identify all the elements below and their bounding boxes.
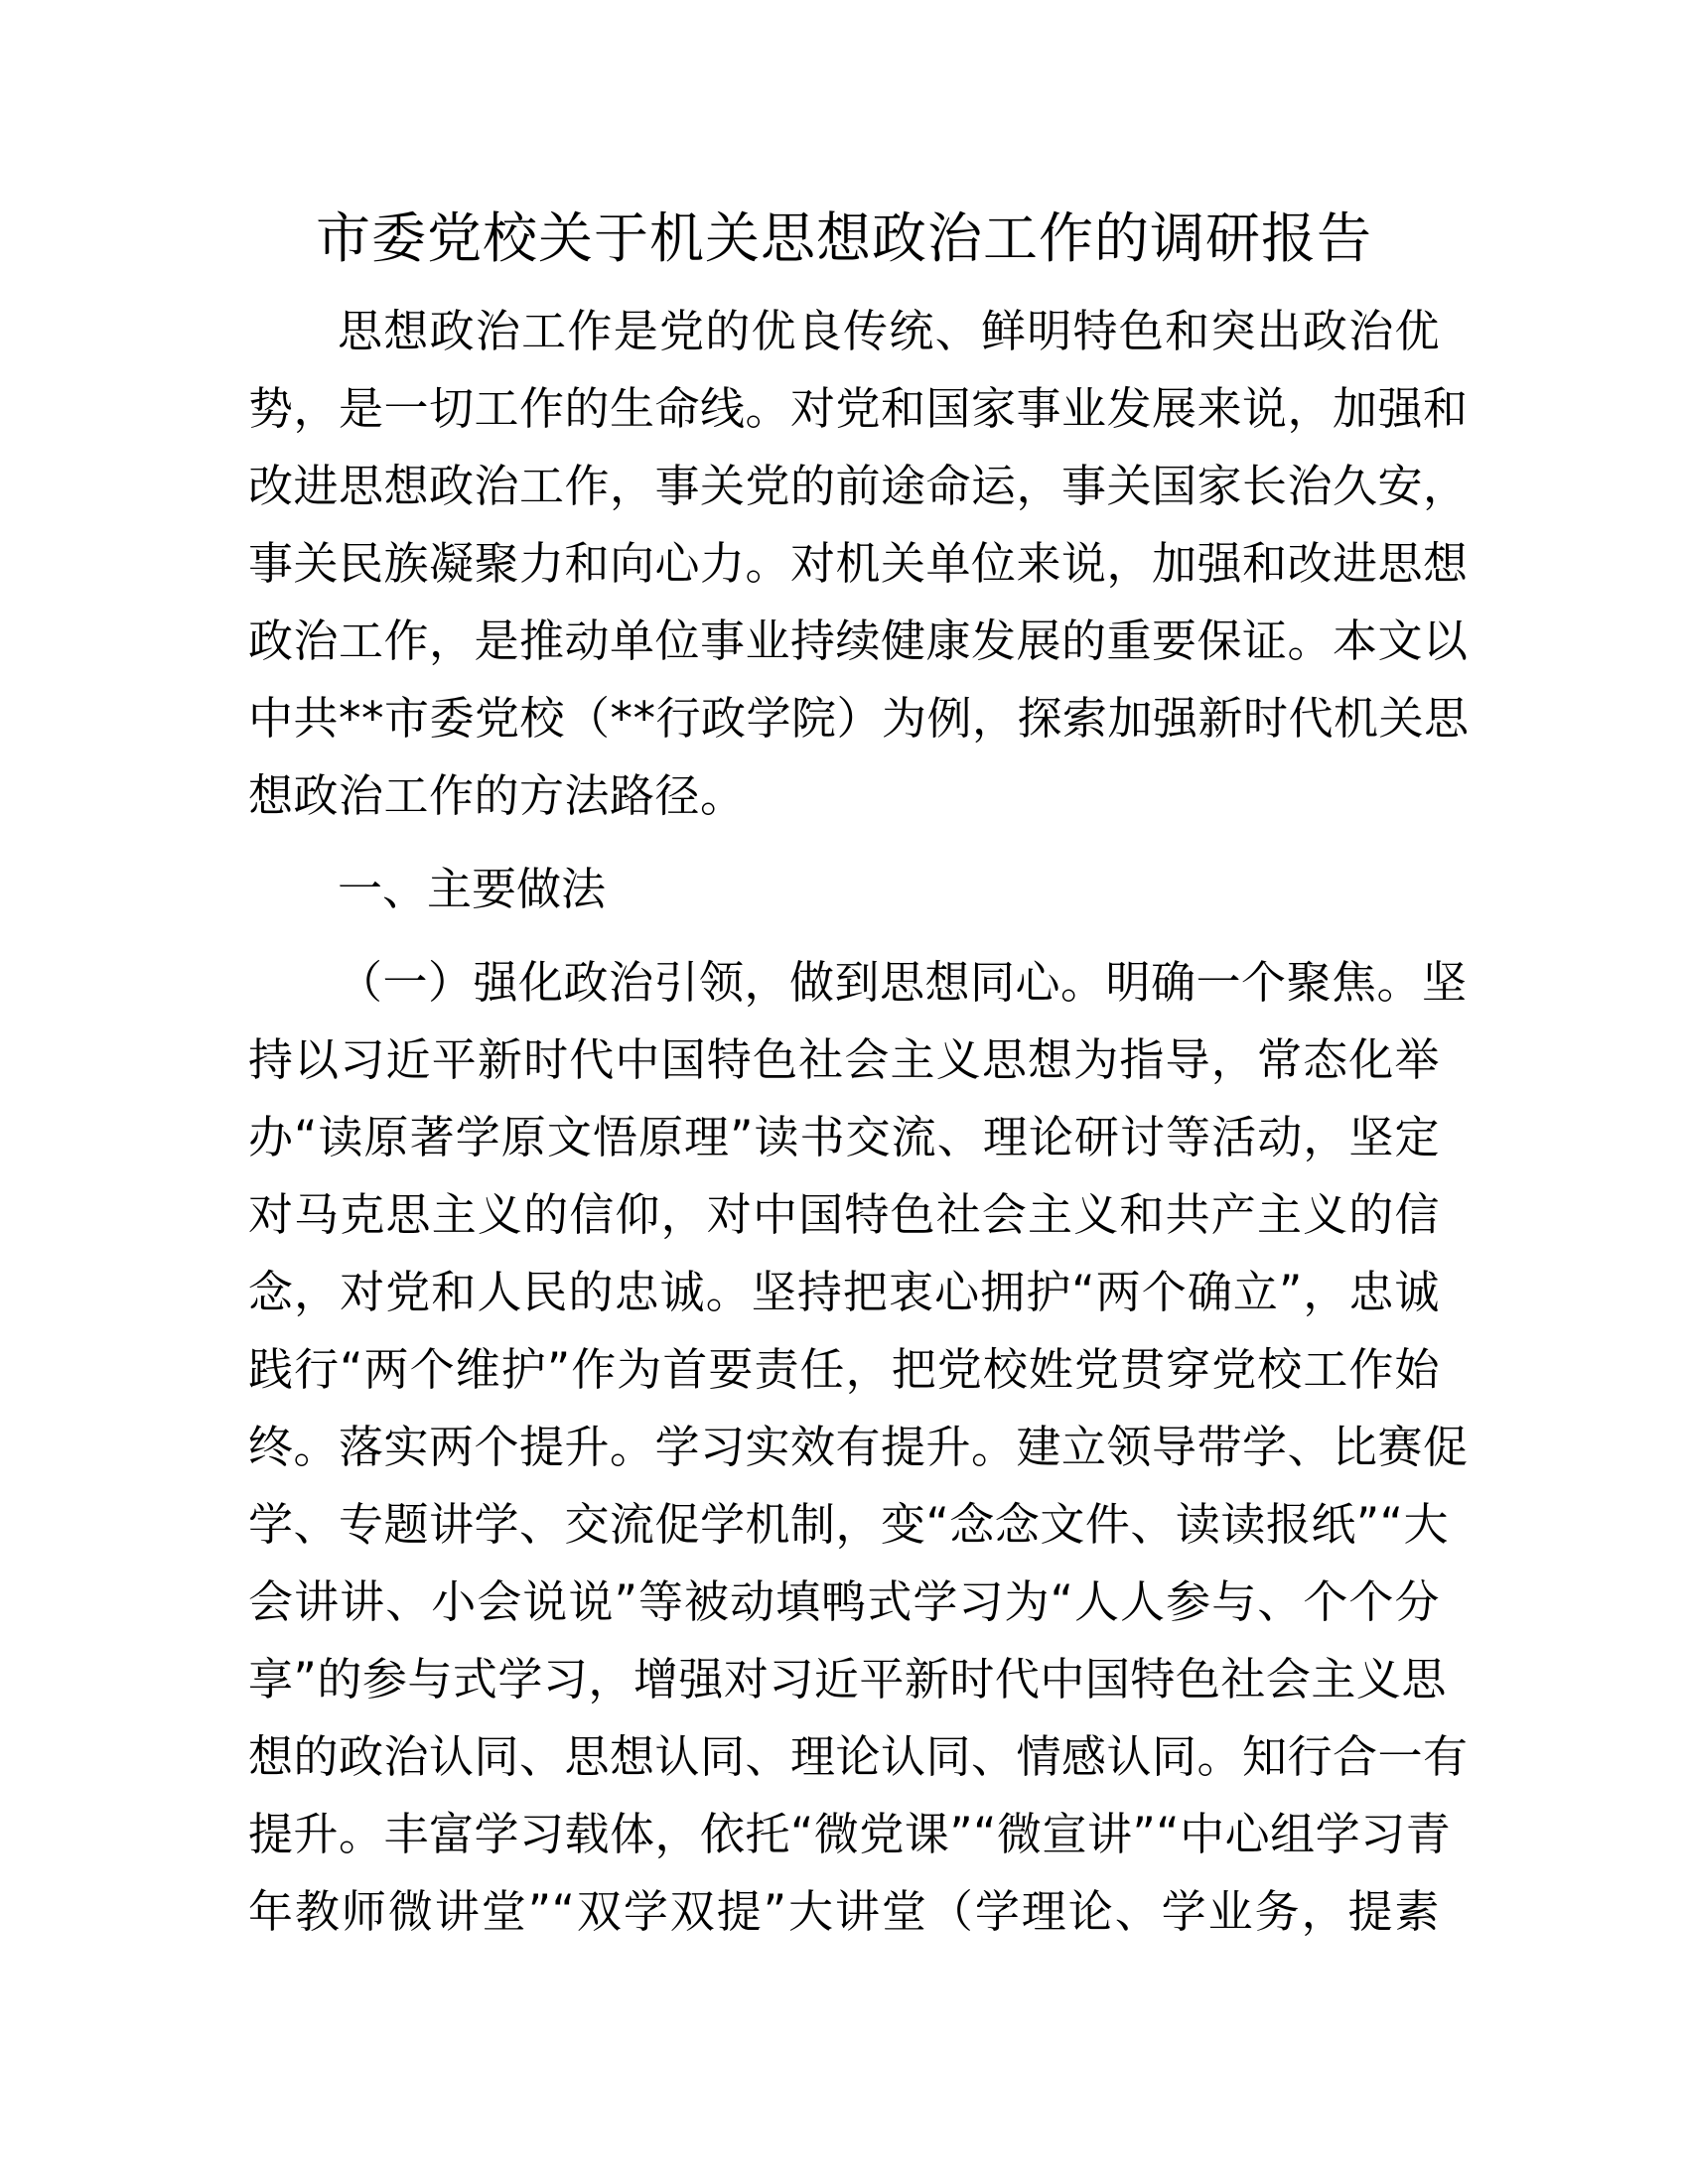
- paragraph-line: 会讲讲、小会说说”等被动填鸭式学习为“人人参与、个个分: [248, 1575, 1440, 1628]
- document-body: [248, 293, 1470, 1951]
- paragraph-line: 对马克思主义的信仰，对中国特色社会主义和共产主义的信: [248, 1188, 1440, 1241]
- paragraph-line: 思想政治工作是党的优良传统、鲜明特色和突出政治优: [338, 305, 1440, 357]
- paragraph-line: 办“读原著学原文悟原理”读书交流、理论研讨等活动，坚定: [248, 1111, 1440, 1163]
- paragraph-line: 想政治工作的方法路径。: [248, 769, 746, 822]
- paragraph-line: 提升。丰富学习载体，依托“微党课”“微宣讲”“中心组学习青: [248, 1808, 1452, 1860]
- paragraph-line: （一）强化政治引领，做到思想同心。明确一个聚焦。坚: [338, 956, 1468, 1009]
- intro-paragraph: [248, 293, 1470, 835]
- paragraph-line: 改进思想政治工作，事关党的前途命运，事关国家长治久安，: [248, 460, 1469, 512]
- paragraph-line: 势，是一切工作的生命线。对党和国家事业发展来说，加强和: [248, 382, 1469, 435]
- section-heading: 一、主要做法: [338, 863, 607, 915]
- paragraph-line: 持以习近平新时代中国特色社会主义思想为指导，常态化举: [248, 1033, 1440, 1086]
- paragraph-line: 年教师微讲堂”“双学双提”大讲堂（学理论、学业务，提素: [248, 1885, 1440, 1938]
- paragraph-line: 终。落实两个提升。学习实效有提升。建立领导带学、比赛促: [248, 1421, 1469, 1473]
- paragraph-line: 念，对党和人民的忠诚。坚持把衷心拥护“两个确立”，忠诚: [248, 1266, 1440, 1318]
- paragraph-line: 想的政治认同、思想认同、理论认同、情感认同。知行合一有: [248, 1730, 1469, 1783]
- paragraph-line: 践行“两个维护”作为首要责任，把党校姓党贯穿党校工作始: [248, 1343, 1440, 1396]
- document-title: 市委党校关于机关思想政治工作的调研报告: [315, 206, 1372, 270]
- paragraph-line: 学、专题讲学、交流促学机制，变“念念文件、读读报纸”“大: [248, 1498, 1449, 1551]
- section-paragraph: [248, 944, 1469, 1951]
- paragraph-line: 享”的参与式学习，增强对习近平新时代中国特色社会主义思: [248, 1653, 1447, 1706]
- paragraph-line: 事关民族凝聚力和向心力。对机关单位来说，加强和改进思想: [248, 537, 1469, 590]
- paragraph-line: 中共**市委党校（**行政学院）为例，探索加强新时代机关思: [248, 692, 1470, 745]
- paragraph-line: 政治工作，是推动单位事业持续健康发展的重要保证。本文以: [248, 614, 1469, 667]
